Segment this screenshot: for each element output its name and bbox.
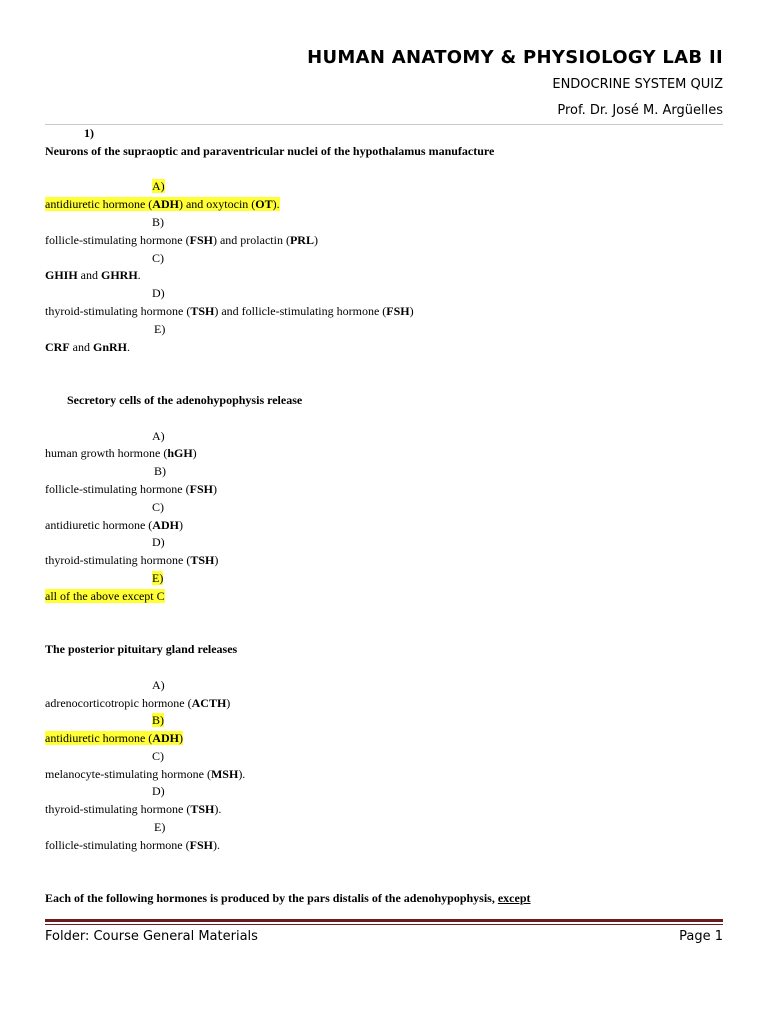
question-1-number: 1) xyxy=(84,126,94,140)
q3-option-e-letter: E) xyxy=(154,820,166,835)
q2-option-a-text: human growth hormone (hGH) xyxy=(45,446,197,461)
q1-option-a-letter: A) xyxy=(152,179,165,194)
q2-option-c-text: antidiuretic hormone (ADH) xyxy=(45,517,183,532)
q3-option-c-letter: C) xyxy=(152,748,164,763)
q1-option-d-letter: D) xyxy=(152,286,165,301)
q3-option-d-text: thyroid-stimulating hormone (TSH). xyxy=(45,802,222,817)
q1-option-b-letter: B) xyxy=(152,214,164,229)
question-2-text: Secretory cells of the adenohypophysis release xyxy=(67,392,303,407)
quiz-subtitle: ENDOCRINE SYSTEM QUIZ xyxy=(552,77,723,92)
q3-option-b-text: antidiuretic hormone (ADH) xyxy=(45,731,183,746)
q3-option-c-text: melanocyte-stimulating hormone (MSH). xyxy=(45,766,246,781)
q2-option-d-letter: D) xyxy=(152,535,165,550)
course-title: HUMAN ANATOMY & PHYSIOLOGY LAB II xyxy=(307,47,723,68)
footer-page-number: Page 1 xyxy=(679,929,723,944)
q1-option-c-letter: C) xyxy=(152,250,164,265)
q1-option-c-text: GHIH and GHRH. xyxy=(45,268,141,283)
q2-option-e-letter: E) xyxy=(152,570,164,585)
question-3-text: The posterior pituitary gland releases xyxy=(45,642,238,657)
q3-option-a-text: adrenocorticotropic hormone (ACTH) xyxy=(45,695,231,710)
q3-option-d-letter: D) xyxy=(152,784,165,799)
page-footer xyxy=(45,927,723,947)
question-1-text: Neurons of the supraoptic and paraventricular nuclei of the hypothalamus manufacture xyxy=(45,143,495,158)
except-underlined: except xyxy=(497,891,531,906)
q3-option-b-letter: B) xyxy=(152,713,164,728)
page-header xyxy=(45,44,723,124)
q1-option-e-text: CRF and GnRH. xyxy=(45,339,131,354)
q2-option-a-letter: A) xyxy=(152,428,165,443)
q1-option-a-text: antidiuretic hormone (ADH) and oxytocin (OT). xyxy=(45,197,280,212)
q3-option-e-text: follicle-stimulating hormone (FSH). xyxy=(45,837,220,852)
q1-option-d-text: thyroid-stimulating hormone (TSH) and follicle-stimulating hormone (FSH) xyxy=(45,303,414,318)
q2-option-e-text: all of the above except C xyxy=(45,588,165,603)
q1-option-e-letter: E) xyxy=(154,321,166,336)
q2-option-b-letter: B) xyxy=(154,464,166,479)
q1-option-b-text: follicle-stimulating hormone (FSH) and prolactin (PRL) xyxy=(45,232,318,247)
q2-option-d-text: thyroid-stimulating hormone (TSH) xyxy=(45,553,219,568)
footer-divider xyxy=(45,919,723,925)
footer-folder: Folder: Course General Materials xyxy=(45,929,258,944)
professor-name: Prof. Dr. José M. Argüelles xyxy=(557,103,723,118)
question-4-text: Each of the following hormones is produced by the pars distalis of the adenohypophysis, except xyxy=(45,891,531,906)
q3-option-a-letter: A) xyxy=(152,677,165,692)
quiz-content xyxy=(45,125,725,908)
q2-option-c-letter: C) xyxy=(152,499,164,514)
q2-option-b-text: follicle-stimulating hormone (FSH) xyxy=(45,481,217,496)
